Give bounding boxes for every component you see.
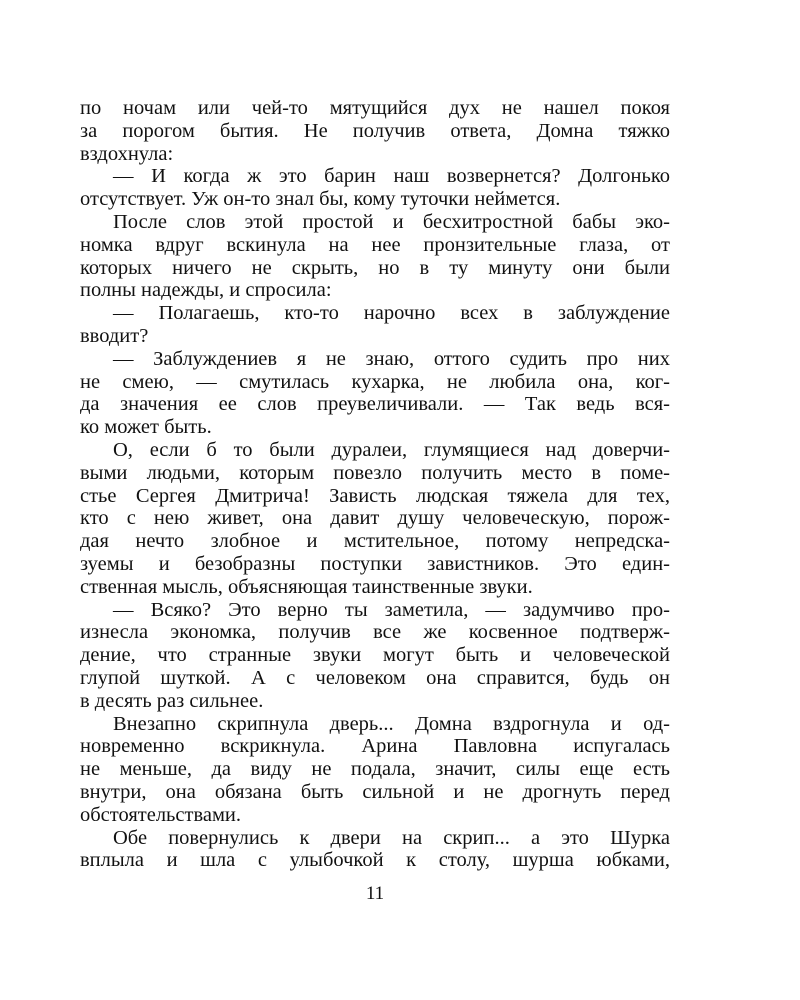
text-line: вводит? [80, 324, 149, 347]
text-line: новременно вскрикнула. Арина Павловна испугалась [80, 735, 670, 758]
text-line: глупой шуткой. А с человеком она справится, будь он [80, 666, 670, 689]
text-line: в десять раз сильнее. [80, 689, 264, 712]
text-line: номка вдруг вскинула на нее пронзительные глаза, от [80, 233, 670, 256]
text-line: которых ничего не скрыть, но в ту минуту они были [80, 256, 670, 279]
text-line: да значения ее слов преувеличивали. — Так ведь вся- [80, 393, 670, 416]
text-line: кто с нею живет, она давит душу человеческую, порож- [80, 507, 670, 530]
text-line: Внезапно скрипнула дверь... Домна вздрогнула и од- [113, 712, 670, 735]
text-line: выми людьми, которым повезло получить место в поме- [80, 461, 670, 484]
text-line: ственная мысль, объясняющая таинственные звуки. [80, 575, 533, 598]
text-line: После слов этой простой и бесхитростной бабы эко- [113, 210, 670, 233]
text-line: ко может быть. [80, 416, 212, 439]
text-line: Обе повернулись к двери на скрип... а это Шурка [113, 826, 670, 849]
text-line: отсутствует. Уж он-то знал бы, кому туточки неймется. [80, 188, 561, 211]
text-line: по ночам или чей-то мятущийся дух не нашел покоя [80, 97, 670, 119]
text-line: внутри, она обязана быть сильной и не дрогнуть перед [80, 780, 670, 803]
text-line: не смею, — смутилась кухарка, не любила она, ког- [80, 370, 670, 393]
text-line: стье Сергея Дмитрича! Зависть людская тяжела для тех, [80, 484, 670, 507]
text-line: зуемы и безобразны поступки завистников. Это един- [80, 552, 670, 575]
text-line: — Полагаешь, кто-то нарочно всех в заблуждение [113, 302, 670, 325]
text-line: за порогом бытия. Не получив ответа, Домна тяжко [80, 119, 670, 142]
text-line: — И когда ж это барин наш возвернется? Долгонько [113, 165, 670, 188]
page-number: 11 [365, 883, 385, 904]
text-line: — Заблуждениев я не знаю, оттого судить про них [113, 347, 670, 370]
text-line: О, если б то были дуралеи, глумящиеся над доверчи- [113, 438, 670, 461]
body-text [80, 97, 670, 872]
text-line: дение, что странные звуки могут быть и человеческой [80, 644, 670, 667]
text-line: не меньше, да виду не подала, значит, силы еще есть [80, 758, 670, 781]
text-line: полны надежды, и спросила: [80, 279, 332, 302]
text-line: вплыла и шла с улыбочкой к столу, шурша юбками, [80, 849, 670, 872]
text-line: — Всяко? Это верно ты заметила, — задумчиво про- [113, 598, 670, 621]
text-line: дая нечто злобное и мстительное, потому непредска- [80, 530, 670, 553]
text-line: вздохнула: [80, 142, 174, 165]
text-line: изнесла экономка, получив все же косвенное подтверж- [80, 621, 670, 644]
text-line: обстоятельствами. [80, 803, 242, 826]
